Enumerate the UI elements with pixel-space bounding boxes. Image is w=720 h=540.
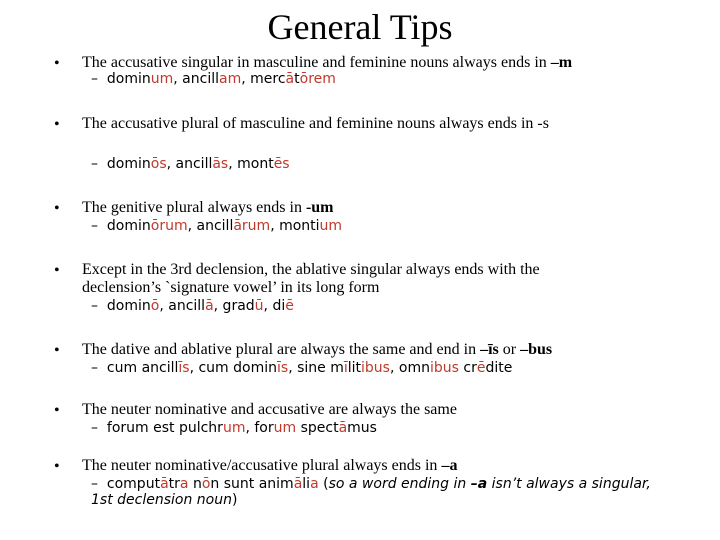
- ending-highlight: um: [319, 218, 343, 234]
- note-text: so a word ending in: [328, 476, 471, 492]
- ending-highlight: –a: [441, 457, 458, 474]
- ending-highlight: ū: [254, 298, 264, 314]
- ending-highlight: ārum: [233, 218, 271, 234]
- example-text: , monti: [270, 218, 320, 234]
- ending-highlight: –bus: [520, 341, 553, 358]
- example-line: [91, 218, 691, 234]
- example-line: [91, 420, 691, 436]
- tip-text: [82, 341, 642, 359]
- ending-highlight: am: [219, 71, 242, 87]
- ending-highlight: ō: [150, 298, 160, 314]
- ending-highlight: ē: [285, 298, 294, 314]
- example-text: comput: [106, 476, 161, 492]
- example-text: , omn: [389, 360, 430, 376]
- example-text: ): [231, 492, 238, 508]
- example-line: [91, 71, 691, 87]
- example-text: cr: [458, 360, 477, 376]
- bullet: •: [54, 402, 60, 419]
- ending-highlight: īs: [277, 360, 289, 376]
- example-line: [91, 156, 691, 172]
- ending-highlight: a: [179, 476, 189, 492]
- tip-text: The accusative plural of masculine and feminine nouns always ends in -s: [82, 115, 549, 132]
- example-text: or: [498, 341, 521, 358]
- example-text: domin: [106, 156, 151, 172]
- tip-text: [82, 54, 642, 72]
- ending-highlight: ibus: [429, 360, 459, 376]
- tip-text: Except in the 3rd declension, the ablative singular always ends with the declension’s `signature vowel’ in its long form: [82, 261, 540, 296]
- example-text: dite: [485, 360, 513, 376]
- ending-highlight: ī: [343, 360, 348, 376]
- page-title: General Tips: [267, 7, 453, 47]
- example-text: n: [188, 476, 202, 492]
- ending-highlight: ōs: [150, 156, 167, 172]
- ending-highlight: um: [222, 420, 246, 436]
- example-text: , sine m: [288, 360, 344, 376]
- ending-highlight: –īs: [480, 341, 499, 358]
- tip-text: The neuter nominative and accusative are always the same: [82, 401, 457, 418]
- example-line: [91, 476, 651, 508]
- tip-text: [82, 199, 642, 217]
- example-text: –: [91, 298, 98, 314]
- example-text: tr: [168, 476, 180, 492]
- example-text: –: [91, 71, 98, 87]
- ending-highlight: ē: [476, 360, 486, 376]
- example-text: li: [302, 476, 311, 492]
- ending-highlight: ōrum: [150, 218, 188, 234]
- ending-highlight: ibus: [361, 360, 390, 376]
- example-text: t: [294, 71, 300, 87]
- example-text: –: [91, 360, 98, 376]
- example-text: , ancill: [159, 298, 206, 314]
- bullet: •: [54, 262, 60, 279]
- example-text: spect: [296, 420, 339, 436]
- ending-highlight: a: [310, 476, 319, 492]
- ending-highlight: –a: [470, 476, 488, 492]
- example-text: , ancill: [187, 218, 234, 234]
- example-text: cum ancill: [106, 360, 179, 376]
- bullet: •: [54, 200, 60, 217]
- ending-highlight: ā: [160, 476, 169, 492]
- example-text: lit: [347, 360, 362, 376]
- example-line: [91, 360, 691, 376]
- example-text: , di: [263, 298, 286, 314]
- example-text: The genitive plural always ends in: [82, 199, 306, 216]
- ending-highlight: ēs: [273, 156, 290, 172]
- ending-highlight: ō: [201, 476, 211, 492]
- ending-highlight: ō: [299, 71, 309, 87]
- tip-text: [82, 457, 642, 475]
- example-text: The neuter nominative/accusative plural always ends in: [82, 457, 442, 474]
- example-text: domin: [106, 218, 151, 234]
- example-text: –: [91, 476, 98, 492]
- example-text: , ancill: [166, 156, 213, 172]
- example-text: , for: [245, 420, 274, 436]
- example-line: [91, 298, 691, 314]
- example-text: , cum domin: [189, 360, 277, 376]
- ending-highlight: ā: [293, 476, 303, 492]
- example-text: (: [318, 476, 329, 492]
- example-text: –: [91, 420, 98, 436]
- bullet: •: [54, 55, 60, 72]
- bullet: •: [54, 342, 60, 359]
- example-text: –: [91, 218, 98, 234]
- example-text: forum est pulchr: [106, 420, 223, 436]
- example-text: domin: [106, 298, 151, 314]
- ending-highlight: ā: [338, 420, 348, 436]
- example-text: The dative and ablative plural are always the same and end in: [82, 341, 481, 358]
- ending-highlight: īs: [178, 360, 190, 376]
- ending-highlight: ā: [205, 298, 214, 314]
- example-text: , mont: [228, 156, 274, 172]
- example-text: , merc: [241, 71, 286, 87]
- example-text: n sunt anim: [210, 476, 294, 492]
- example-text: mus: [347, 420, 377, 436]
- ending-highlight: um: [150, 71, 174, 87]
- ending-highlight: -um: [305, 199, 334, 216]
- example-text: –: [91, 156, 98, 172]
- example-text: The accusative singular in masculine and feminine nouns always ends in: [82, 54, 551, 71]
- ending-highlight: ās: [212, 156, 229, 172]
- ending-highlight: rem: [308, 71, 336, 87]
- ending-highlight: ā: [285, 71, 295, 87]
- example-text: , ancill: [173, 71, 219, 87]
- example-text: , grad: [213, 298, 255, 314]
- example-text: domin: [106, 71, 151, 87]
- ending-highlight: um: [273, 420, 297, 436]
- note-text: isn’t always a singular, 1st declension noun: [91, 476, 651, 508]
- ending-highlight: –m: [550, 54, 573, 71]
- bullet: •: [54, 458, 60, 475]
- bullet: •: [54, 116, 60, 133]
